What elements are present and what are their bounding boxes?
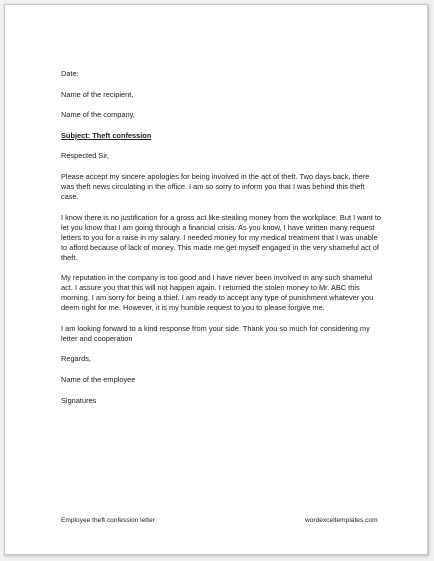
document-page bbox=[4, 4, 428, 555]
letter-body bbox=[61, 69, 381, 416]
paragraph-closing: I am looking forward to a kind response from your side. Thank you so much for considering my letter and cooperation bbox=[61, 323, 370, 343]
employee-name: Name of the employee bbox=[61, 374, 136, 384]
date-label: Date: bbox=[61, 69, 79, 78]
signature-label: Signatures bbox=[61, 395, 97, 405]
subject-line: Subject: Theft confession bbox=[61, 130, 152, 140]
footer-title: Employee theft confession letter bbox=[61, 517, 155, 524]
company-name: Name of the company, bbox=[61, 110, 135, 120]
paragraph-apology: Please accept my sincere apologies for being involved in the act of theft. Two days back, there was theft news circulating in the office. I am so sorry to inform you that I was behind this theft case. bbox=[61, 171, 370, 201]
footer-website: wordexceltemplates.com bbox=[305, 517, 378, 524]
recipient-name: Name of the recipient, bbox=[61, 89, 134, 99]
paragraph-assurance: My reputation in the company is too good and I have never been involved in any such shameful act. I assure you that this will not happen again. I returned the stolen money to Mr. ABC this morning. I am sorry for being a thief. I am ready to accept any type of punishment whatever you deem right for me. However, it is my humble request to you to please forgive me. bbox=[61, 273, 374, 313]
closing: Regards, bbox=[61, 354, 91, 364]
paragraph-explanation: I know there is no justification for a gross act like stealing money from the workplace. But I want to let you know that I am going through a financial crisis. As you know, I have written many request letters to you for a raise in my salary. I needed money for my medical treatment that I was unable to afford because of lack of money. This made me get myself engaged in the very shameful act of theft. bbox=[61, 212, 381, 262]
salutation: Respected Sir, bbox=[61, 151, 110, 161]
